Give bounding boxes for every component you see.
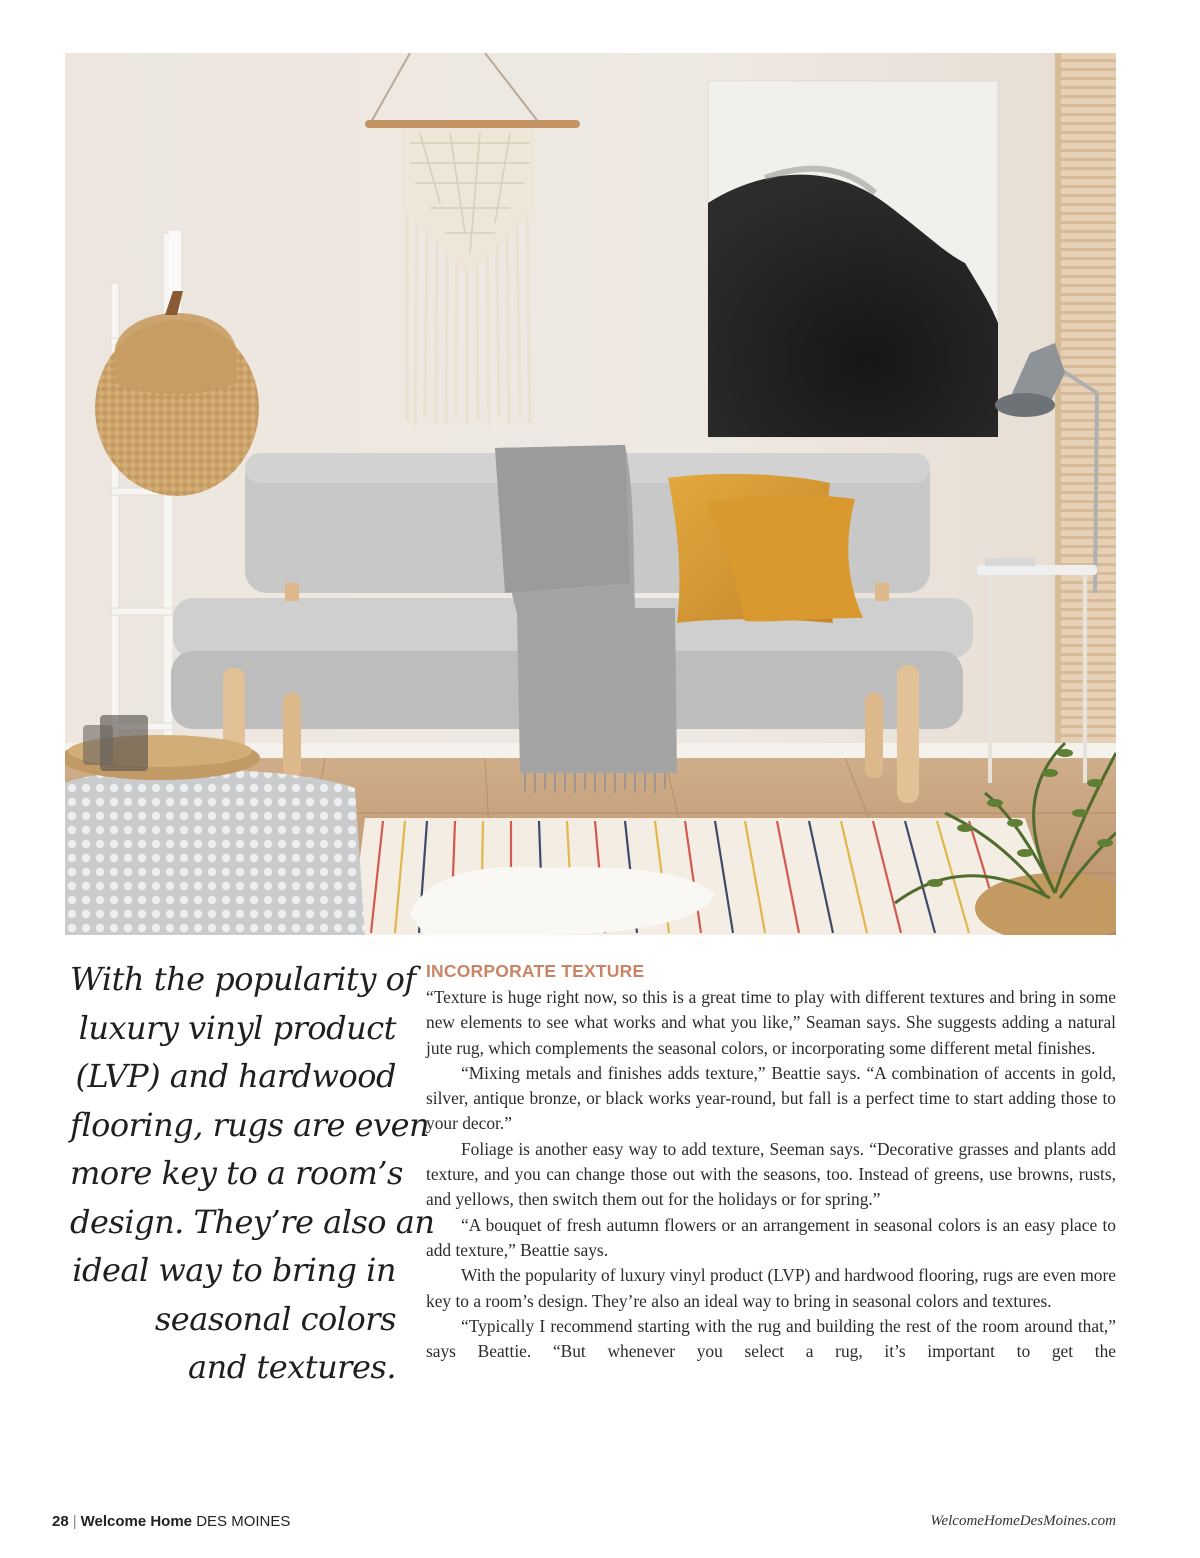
pull-quote-line: flooring, rugs are even [70,1105,430,1144]
pull-quote-line: and textures. [188,1348,396,1386]
article-paragraph: “Mixing metals and finishes adds texture,” Beattie says. “A combination of accents in gold, silver, antique bronze, or black works year-round, but fall is a perfect time to start adding those to your decor.” [426,1062,1116,1134]
page-number: 28 [52,1513,69,1530]
pull-quote-line: luxury vinyl product [78,1008,396,1047]
footer-separator: | [72,1513,77,1530]
pull-quote [70,955,435,1392]
pull-quote-line: (LVP) and hardwood [75,1057,396,1095]
article-paragraph: “Typically I recommend starting with the rug and building the rest of the room around that,” says Beattie. “But whenever you select a rug, it’s important to get the [426,1315,1116,1362]
article-paragraph: “A bouquet of fresh autumn flowers or an arrangement in seasonal colors is an easy place to add texture,” Beattie says. [426,1214,1116,1260]
footer-website[interactable]: WelcomeHomeDesMoines.com [930,1513,1116,1529]
pull-quote-line: With the popularity of [70,960,416,998]
article-paragraph: With the popularity of luxury vinyl product (LVP) and hardwood flooring, rugs are even more key to a room’s design. They’re also an ideal way to bring in seasonal colors and textures. [426,1265,1116,1311]
magazine-city: DES MOINES [196,1513,291,1530]
pull-quote-line: design. They’re also an [70,1202,435,1241]
footer-folio [52,1513,290,1530]
pull-quote-line: more key to a room’s [70,1154,403,1192]
section-heading: INCORPORATE TEXTURE [426,961,645,981]
living-room-photo [65,53,1116,935]
magazine-brand: Welcome Home [80,1513,193,1530]
pull-quote-line: ideal way to bring in [72,1251,396,1289]
article-paragraph: Foliage is another easy way to add texture, Seeman says. “Decorative grasses and plants add texture, and you can change those out with the seasons, too. Instead of greens, use browns, rusts, and yellows, then switch them out for the holidays or for spring.” [426,1138,1116,1210]
article-paragraph: “Texture is huge right now, so this is a great time to play with different textures and bring in some new elements to see what works and what you like,” Seaman says. She suggests adding a natural jute rug, which complements the seasonal colors, or incorporating some different metal finishes. [426,987,1116,1058]
article-body [426,960,1116,1364]
pull-quote-line: seasonal colors [154,1299,396,1338]
